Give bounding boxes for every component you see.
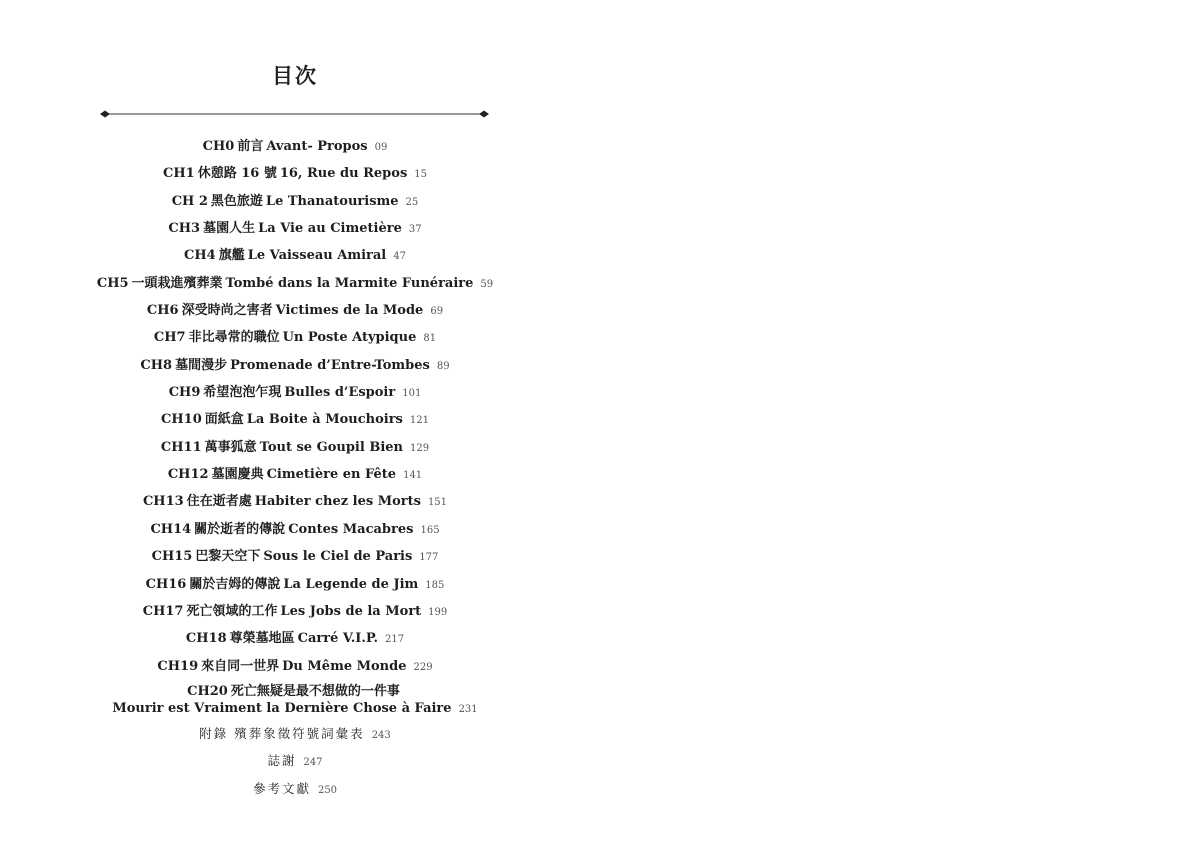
chapter-title-french: Avant- Propos — [266, 139, 368, 154]
chapter-number: CH16 — [145, 576, 187, 592]
page-number: 129 — [409, 442, 430, 454]
page-number: 231 — [458, 703, 478, 715]
chapter-title-chinese: 前言 — [237, 139, 264, 154]
page-number: 47 — [393, 251, 406, 263]
toc-entry[interactable] — [80, 653, 510, 680]
toc-entry[interactable] — [80, 598, 510, 625]
chapter-number: CH18 — [185, 631, 227, 647]
back-matter-label: 附錄 殯葬象徵符號詞彙表 — [199, 725, 365, 741]
page-number: 250 — [317, 784, 338, 796]
page-number: 81 — [423, 333, 437, 345]
chapter-title-chinese: 墓園慶典 — [211, 467, 264, 483]
page-number: 101 — [402, 388, 422, 400]
toc-entry[interactable] — [80, 625, 510, 652]
chapter-number: CH11 — [160, 439, 202, 455]
chapter-title-chinese: 深受時尚之害者 — [181, 303, 273, 319]
chapter-number: CH15 — [151, 549, 193, 565]
chapter-number: CH8 — [140, 357, 173, 373]
toc-back-matter-entry[interactable] — [80, 747, 510, 774]
page-number: 121 — [409, 415, 429, 427]
chapter-number: CH9 — [168, 385, 201, 401]
chapter-number: CH13 — [142, 494, 184, 510]
chapter-title-chinese: 關於吉姆的傳說 — [189, 576, 281, 592]
page-number: 15 — [414, 169, 427, 181]
toc-entry[interactable] — [80, 215, 510, 242]
toc-entry[interactable] — [80, 297, 510, 324]
page-number: 69 — [430, 306, 444, 318]
chapter-number: CH1 — [163, 166, 195, 182]
toc-entry[interactable] — [80, 379, 510, 406]
page-number: 151 — [427, 497, 448, 509]
chapter-title-french: Habiter chez les Morts — [254, 494, 421, 510]
toc-entry[interactable] — [80, 352, 510, 379]
toc-entry[interactable] — [80, 406, 510, 433]
page-number: 165 — [420, 524, 440, 536]
chapter-title-chinese: 旗艦 — [218, 248, 245, 264]
chapter-number: CH4 — [184, 248, 216, 264]
toc-entry[interactable] — [80, 571, 510, 598]
chapter-number: CH20 — [187, 683, 228, 699]
chapter-title-chinese: 面紙盒 — [204, 412, 244, 428]
chapter-title-chinese: 來自同一世界 — [201, 658, 280, 674]
page-number: 217 — [385, 634, 405, 646]
toc-entry[interactable] — [80, 188, 510, 215]
chapter-number: CH6 — [146, 303, 179, 319]
chapter-number: CH5 — [96, 275, 129, 291]
left-page — [0, 0, 590, 853]
toc-entry[interactable] — [80, 543, 510, 570]
chapter-number: CH19 — [157, 658, 199, 674]
chapter-title-chinese: 一頭栽進殯葬業 — [131, 275, 223, 291]
chapter-title-french: La Boite à Mouchoirs — [246, 412, 403, 428]
toc-entry[interactable] — [80, 270, 510, 297]
chapter-title-french: Contes Macabres — [288, 521, 414, 537]
chapter-title-french: Du Même Monde — [282, 658, 407, 674]
chapter-title-french: Le Vaisseau Amiral — [247, 248, 387, 264]
chapter-title-french: 16, Rue du Repos — [279, 166, 408, 182]
chapter-number: CH10 — [161, 412, 202, 428]
chapter-title-french: Les Jobs de la Mort — [280, 603, 422, 619]
chapter-title-french: Bulles d’Espoir — [284, 385, 396, 401]
toc-entry[interactable] — [80, 434, 510, 461]
chapter-title-chinese: 墓園人生 — [203, 221, 256, 237]
table-of-contents — [80, 133, 510, 802]
chapter-number: CH14 — [150, 521, 192, 537]
toc-back-matter-entry[interactable] — [80, 775, 510, 802]
page-number: 177 — [419, 552, 439, 564]
title-divider — [100, 108, 489, 120]
chapter-title-french: La Legende de Jim — [283, 576, 419, 592]
page-number: 243 — [371, 729, 391, 741]
chapter-title-chinese: 休憩路 16 號 — [197, 166, 277, 182]
toc-back-matter-entry[interactable] — [80, 720, 510, 747]
chapter-title-french: Carré V.I.P. — [297, 631, 379, 647]
page-number: 37 — [408, 224, 422, 236]
page-number: 89 — [436, 360, 450, 372]
chapter-title-french: Promenade d’Entre-Tombes — [230, 357, 430, 373]
page-number: 185 — [425, 579, 445, 591]
chapter-number: CH7 — [153, 330, 186, 346]
chapter-title-chinese: 死亡無疑是最不想做的一件事 — [230, 683, 400, 699]
chapter-title-french: Un Poste Atypique — [282, 330, 417, 346]
page-number: 25 — [405, 196, 419, 208]
toc-entry-ch20[interactable] — [80, 680, 510, 720]
chapter-title-chinese: 巴黎天空下 — [195, 549, 261, 565]
toc-entry[interactable] — [80, 324, 510, 351]
chapter-title-chinese: 關於逝者的傳說 — [194, 521, 286, 537]
chapter-number: CH 2 — [171, 193, 208, 209]
page-number: 09 — [374, 142, 388, 153]
chapter-title-chinese: 尊榮墓地區 — [229, 631, 295, 647]
page-number: 247 — [303, 757, 323, 769]
chapter-title-french: Mourir est Vraiment la Dernière Chose à Faire — [112, 700, 452, 716]
chapter-title-chinese: 死亡領域的工作 — [186, 603, 278, 619]
chapter-number: CH3 — [168, 221, 201, 237]
chapter-title-chinese: 黑色旅遊 — [210, 193, 263, 209]
toc-entry[interactable] — [80, 160, 510, 187]
page-number: 59 — [480, 278, 494, 290]
chapter-number: CH17 — [142, 603, 184, 619]
page-number: 141 — [403, 470, 423, 482]
toc-entry[interactable] — [80, 133, 510, 160]
chapter-title-chinese: 住在逝者處 — [186, 494, 252, 510]
chapter-title-french: Sous le Ciel de Paris — [263, 549, 413, 565]
chapter-title-french: Victimes de la Mode — [275, 303, 424, 319]
chapter-title-chinese: 非比尋常的職位 — [188, 330, 280, 346]
chapter-title-chinese: 希望泡泡乍現 — [203, 385, 282, 401]
chapter-title-french: Tombé dans la Marmite Funéraire — [225, 275, 474, 291]
back-matter-label: 誌謝 — [267, 753, 297, 769]
chapter-number: CH0 — [202, 139, 235, 154]
page-title: 目次 — [272, 63, 318, 88]
chapter-number: CH12 — [167, 467, 209, 483]
chapter-title-chinese: 墓間漫步 — [175, 357, 228, 373]
page-number: 229 — [413, 661, 433, 673]
toc-entry[interactable] — [80, 516, 510, 543]
toc-entry[interactable] — [80, 488, 510, 515]
chapter-title-french: La Vie au Cimetière — [258, 221, 402, 237]
chapter-title-french: Cimetière en Fête — [266, 467, 397, 483]
page-number: 199 — [428, 606, 448, 618]
chapter-title-french: Le Thanatourisme — [265, 193, 399, 209]
toc-entry[interactable] — [80, 461, 510, 488]
toc-entry[interactable] — [80, 242, 510, 269]
back-matter-label: 參考文獻 — [252, 780, 311, 796]
chapter-title-french: Tout se Goupil Bien — [259, 439, 403, 455]
chapter-title-chinese: 萬事狐意 — [204, 439, 257, 455]
